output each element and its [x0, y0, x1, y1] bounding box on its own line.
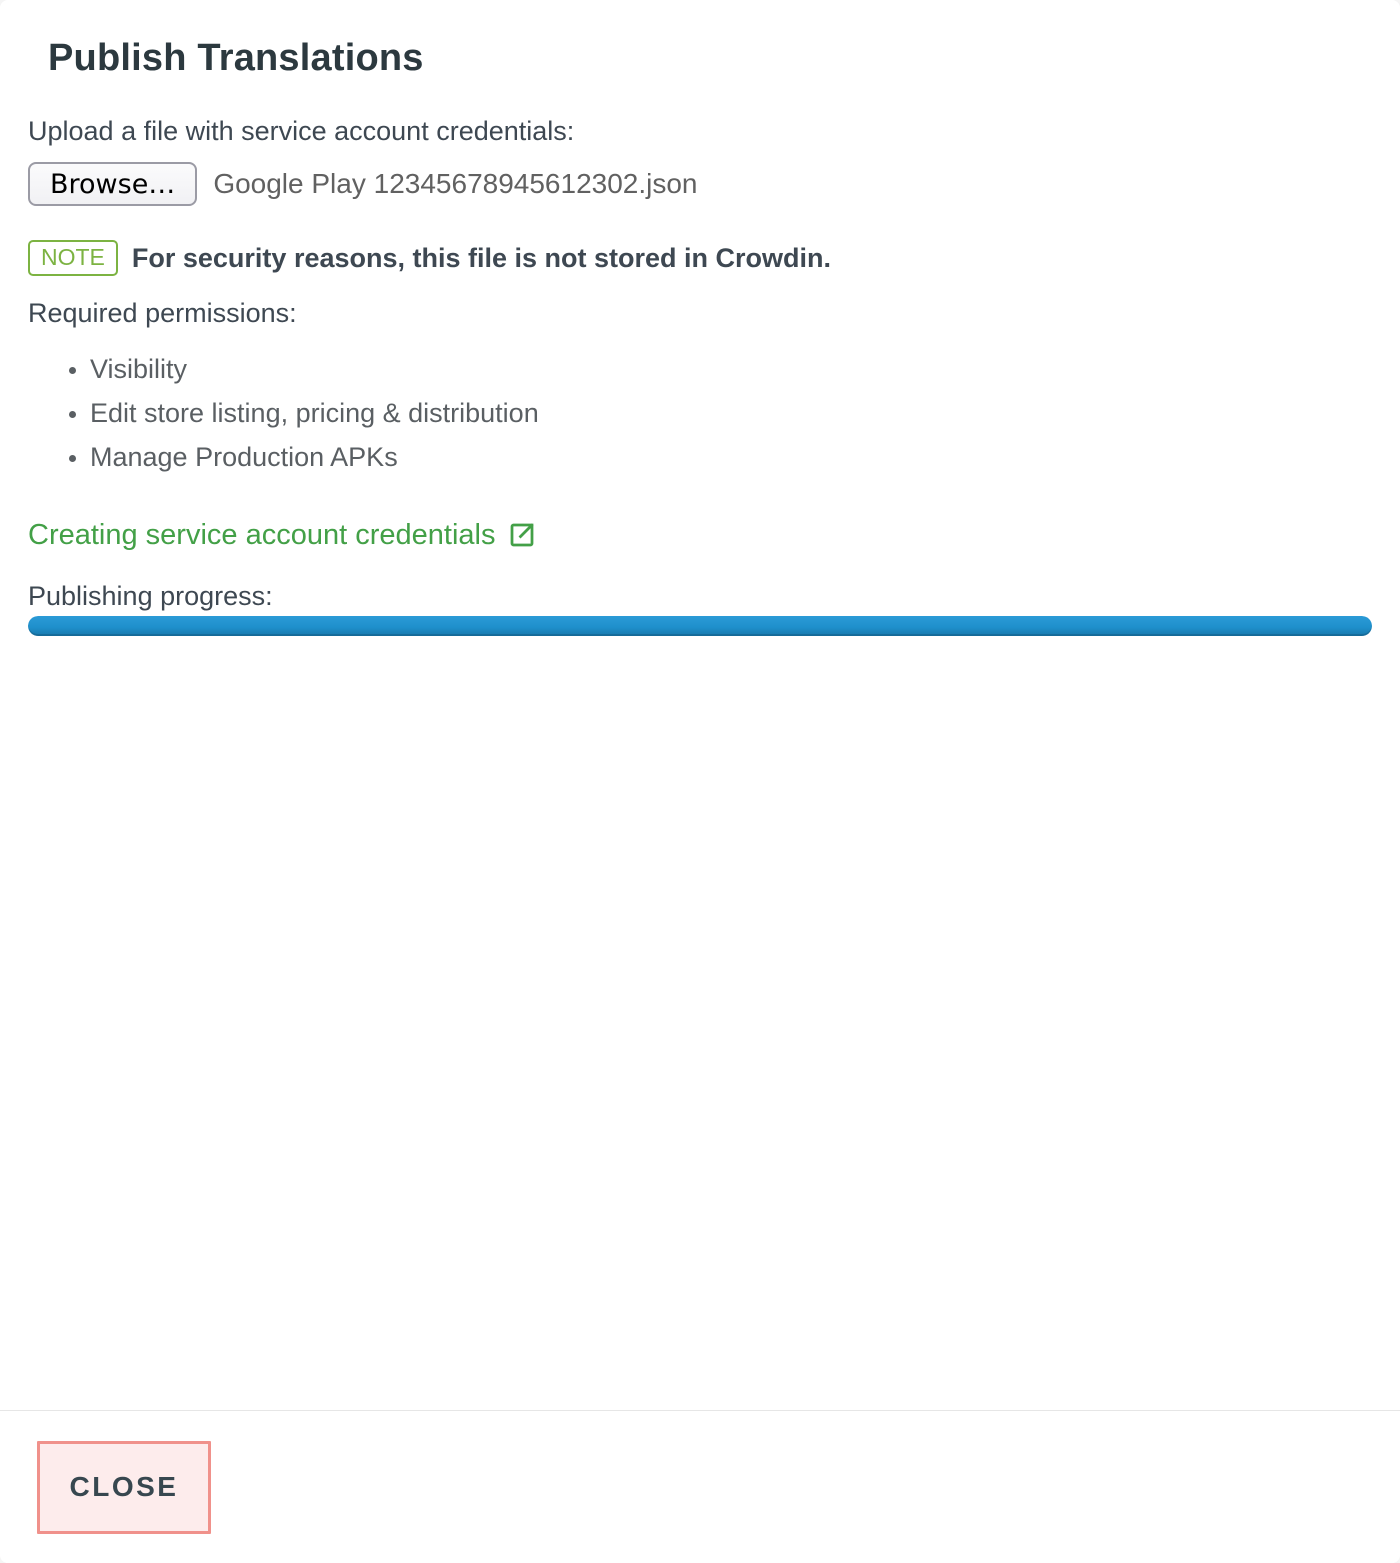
note-badge: NOTE [28, 240, 118, 276]
creating-credentials-link[interactable] [28, 519, 537, 551]
upload-credentials-label: Upload a file with service account credentials: [28, 116, 575, 146]
permission-item-visibility: • Visibility [90, 355, 1372, 383]
security-note [28, 240, 1372, 276]
permissions-list [28, 355, 1372, 471]
required-permissions-label: Required permissions: [28, 298, 297, 328]
permission-item-production-apks: • Manage Production APKs [90, 443, 1372, 471]
close-button[interactable]: CLOSE [37, 1441, 211, 1534]
browse-button[interactable]: Browse… [28, 162, 197, 206]
note-text: For security reasons, this file is not stored in Crowdin. [131, 242, 832, 273]
publishing-progress-fill [28, 616, 1372, 636]
selected-filename: Google Play 12345678945612302.json [213, 168, 698, 199]
credentials-file-input [28, 162, 1372, 206]
permission-item-store-listing: • Edit store listing, pricing & distribution [90, 399, 1372, 427]
page-title: Publish Translations [48, 37, 424, 79]
publishing-progress-label: Publishing progress: [28, 581, 273, 611]
external-link-icon [507, 520, 537, 550]
creating-credentials-link-label: Creating service account credentials [28, 519, 496, 551]
publishing-progress-bar [28, 616, 1372, 636]
dialog-footer [0, 1410, 1400, 1563]
